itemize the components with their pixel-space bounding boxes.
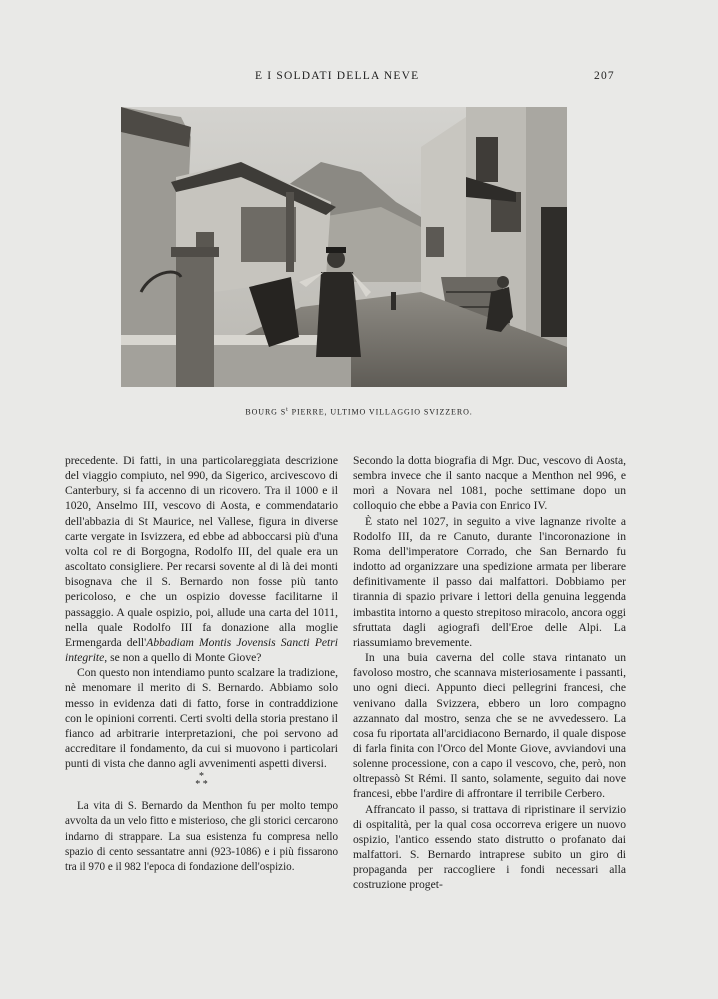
photo-village-street-icon bbox=[121, 107, 567, 387]
paragraph-text: , se non a quello di Monte Giove? bbox=[104, 651, 262, 665]
paragraph-text: precedente. Di fatti, in una particolareggiata descrizione del viaggio compiuto, nel 990, da Sigerico, arcivescovo di Canterbury, si fa accenno di un ricovero. Tra il 1000 e il 1020, Anselmo III, vescovo di Aosta, e commendatario dell'abbazia di St Maurice, nel Vallese, figura in diverse carte vergate in Isvizzera, ed ebbe ad abboccarsi più d'una volta col re di Borgogna, Rodolfo III, del quale era un ascoltato consigliere. Per recarsi sovente al di là dei monti bisognava che il S. Bernardo non fosse più tanto pericoloso, e che un ospizio dovesse facilitarne il passaggio. A quale ospizio, poi, allude una carta del 1011, nella quale Rodolfo III fa donazione alla moglie Ermengarda dell' bbox=[65, 454, 338, 649]
running-title: E I SOLDATI DELLA NEVE bbox=[255, 70, 420, 82]
caption-prefix: BOURG S bbox=[245, 407, 287, 417]
paragraph bbox=[65, 453, 338, 665]
section-asterism bbox=[65, 771, 338, 799]
caption-superscript: t bbox=[286, 407, 289, 413]
page-number: 207 bbox=[594, 70, 615, 82]
caption-text: PIERRE, ULTIMO VILLAGGIO SVIZZERO. bbox=[288, 407, 473, 417]
paragraph: Affrancato il passo, si trattava di ripristinare il servizio di ospitalità, per la qual cosa occorreva erigere un nuovo ospizio, l'antico essendo stato distrutto o profanato dai malfattori. S. Bernardo intraprese subito un giro di propaganda per raccogliere i fondi necessari alla costruzione proget- bbox=[353, 802, 626, 892]
paragraph: È stato nel 1027, in seguito a vive lagnanze rivolte a Rodolfo III, da re Canuto, durante l'incoronazione in Roma dell'imperatore Corrado, che San Bernardo fu indotto ad organizzare una spedizione armata per liberare definitivamente il passo dai malfattori. Dobbiamo per tirannia di spazio privare i lettori della genuina leggenda imbastita intorno a questo strepitoso miracolo, ancora oggi sfruttata dagli agiografi dell'Eroe delle Alpi. La riassumiamo brevemente. bbox=[353, 514, 626, 649]
left-column bbox=[65, 453, 338, 875]
village-photo bbox=[121, 107, 567, 387]
paragraph: Con questo non intendiamo punto scalzare la tradizione, nè menomare il merito di S. Bernardo. Abbiamo solo messo in evidenza dati di fatto, forse in contraddizione con le opinioni correnti. Certi svolti della storia prestano il fianco ad arbitrarie interpretazioni, che poi servono ad accreditare il fondamento, da cui si muovono i particolari punti di vista che danno agli avvenimenti aspetti diversi. bbox=[65, 666, 338, 771]
asterism-top: * bbox=[199, 771, 204, 783]
latin-quote: Abbadiam Montis Jovensis Sancti Petri integrite bbox=[65, 635, 338, 665]
paragraph: Secondo la dotta biografia di Mgr. Duc, vescovo di Aosta, sembra invece che il santo nacque a Menthon nel 996, e morì a Novara nel 1081, poche settimane dopo un colloquio che ebbe a Pavia con Enrico IV. bbox=[353, 454, 626, 513]
right-column bbox=[353, 453, 626, 893]
asterism-bottom: * * bbox=[195, 779, 208, 791]
figure-caption bbox=[0, 407, 718, 417]
paragraph: In una buia caverna del colle stava rintanato un favoloso mostro, che scannava misteriosamente i passanti, uno ogni dieci. Appunto dieci pellegrini francesi, che venivano dalla Svizzera, ebbero un loro compagno azzannato dal mostro, senza che se ne avvedessero. La cosa fu riportata all'arcidiacono Bernardo, il quale dispose di farla finita con l'Orco del Monte Giove, avviandovi una solenne processione, con a capo il vescovo, che, però, non oltrepassò St Rémi. Il santo, solamente, seguito dai nove francesi, ebbe l'ardire di affrontare il terribile Cerbero. bbox=[353, 651, 626, 801]
page-header bbox=[0, 70, 718, 88]
paragraph: La vita di S. Bernardo da Menthon fu per molto tempo avvolta da un velo fitto e misterioso, che gli storici cercarono indarno di strappare. La sua esistenza fu compresa nello spazio di cento sessantatre anni (923-1086) e i più fissarono tra il 970 e il 982 l'epoca di fondazione dell'ospizio. bbox=[65, 800, 338, 873]
